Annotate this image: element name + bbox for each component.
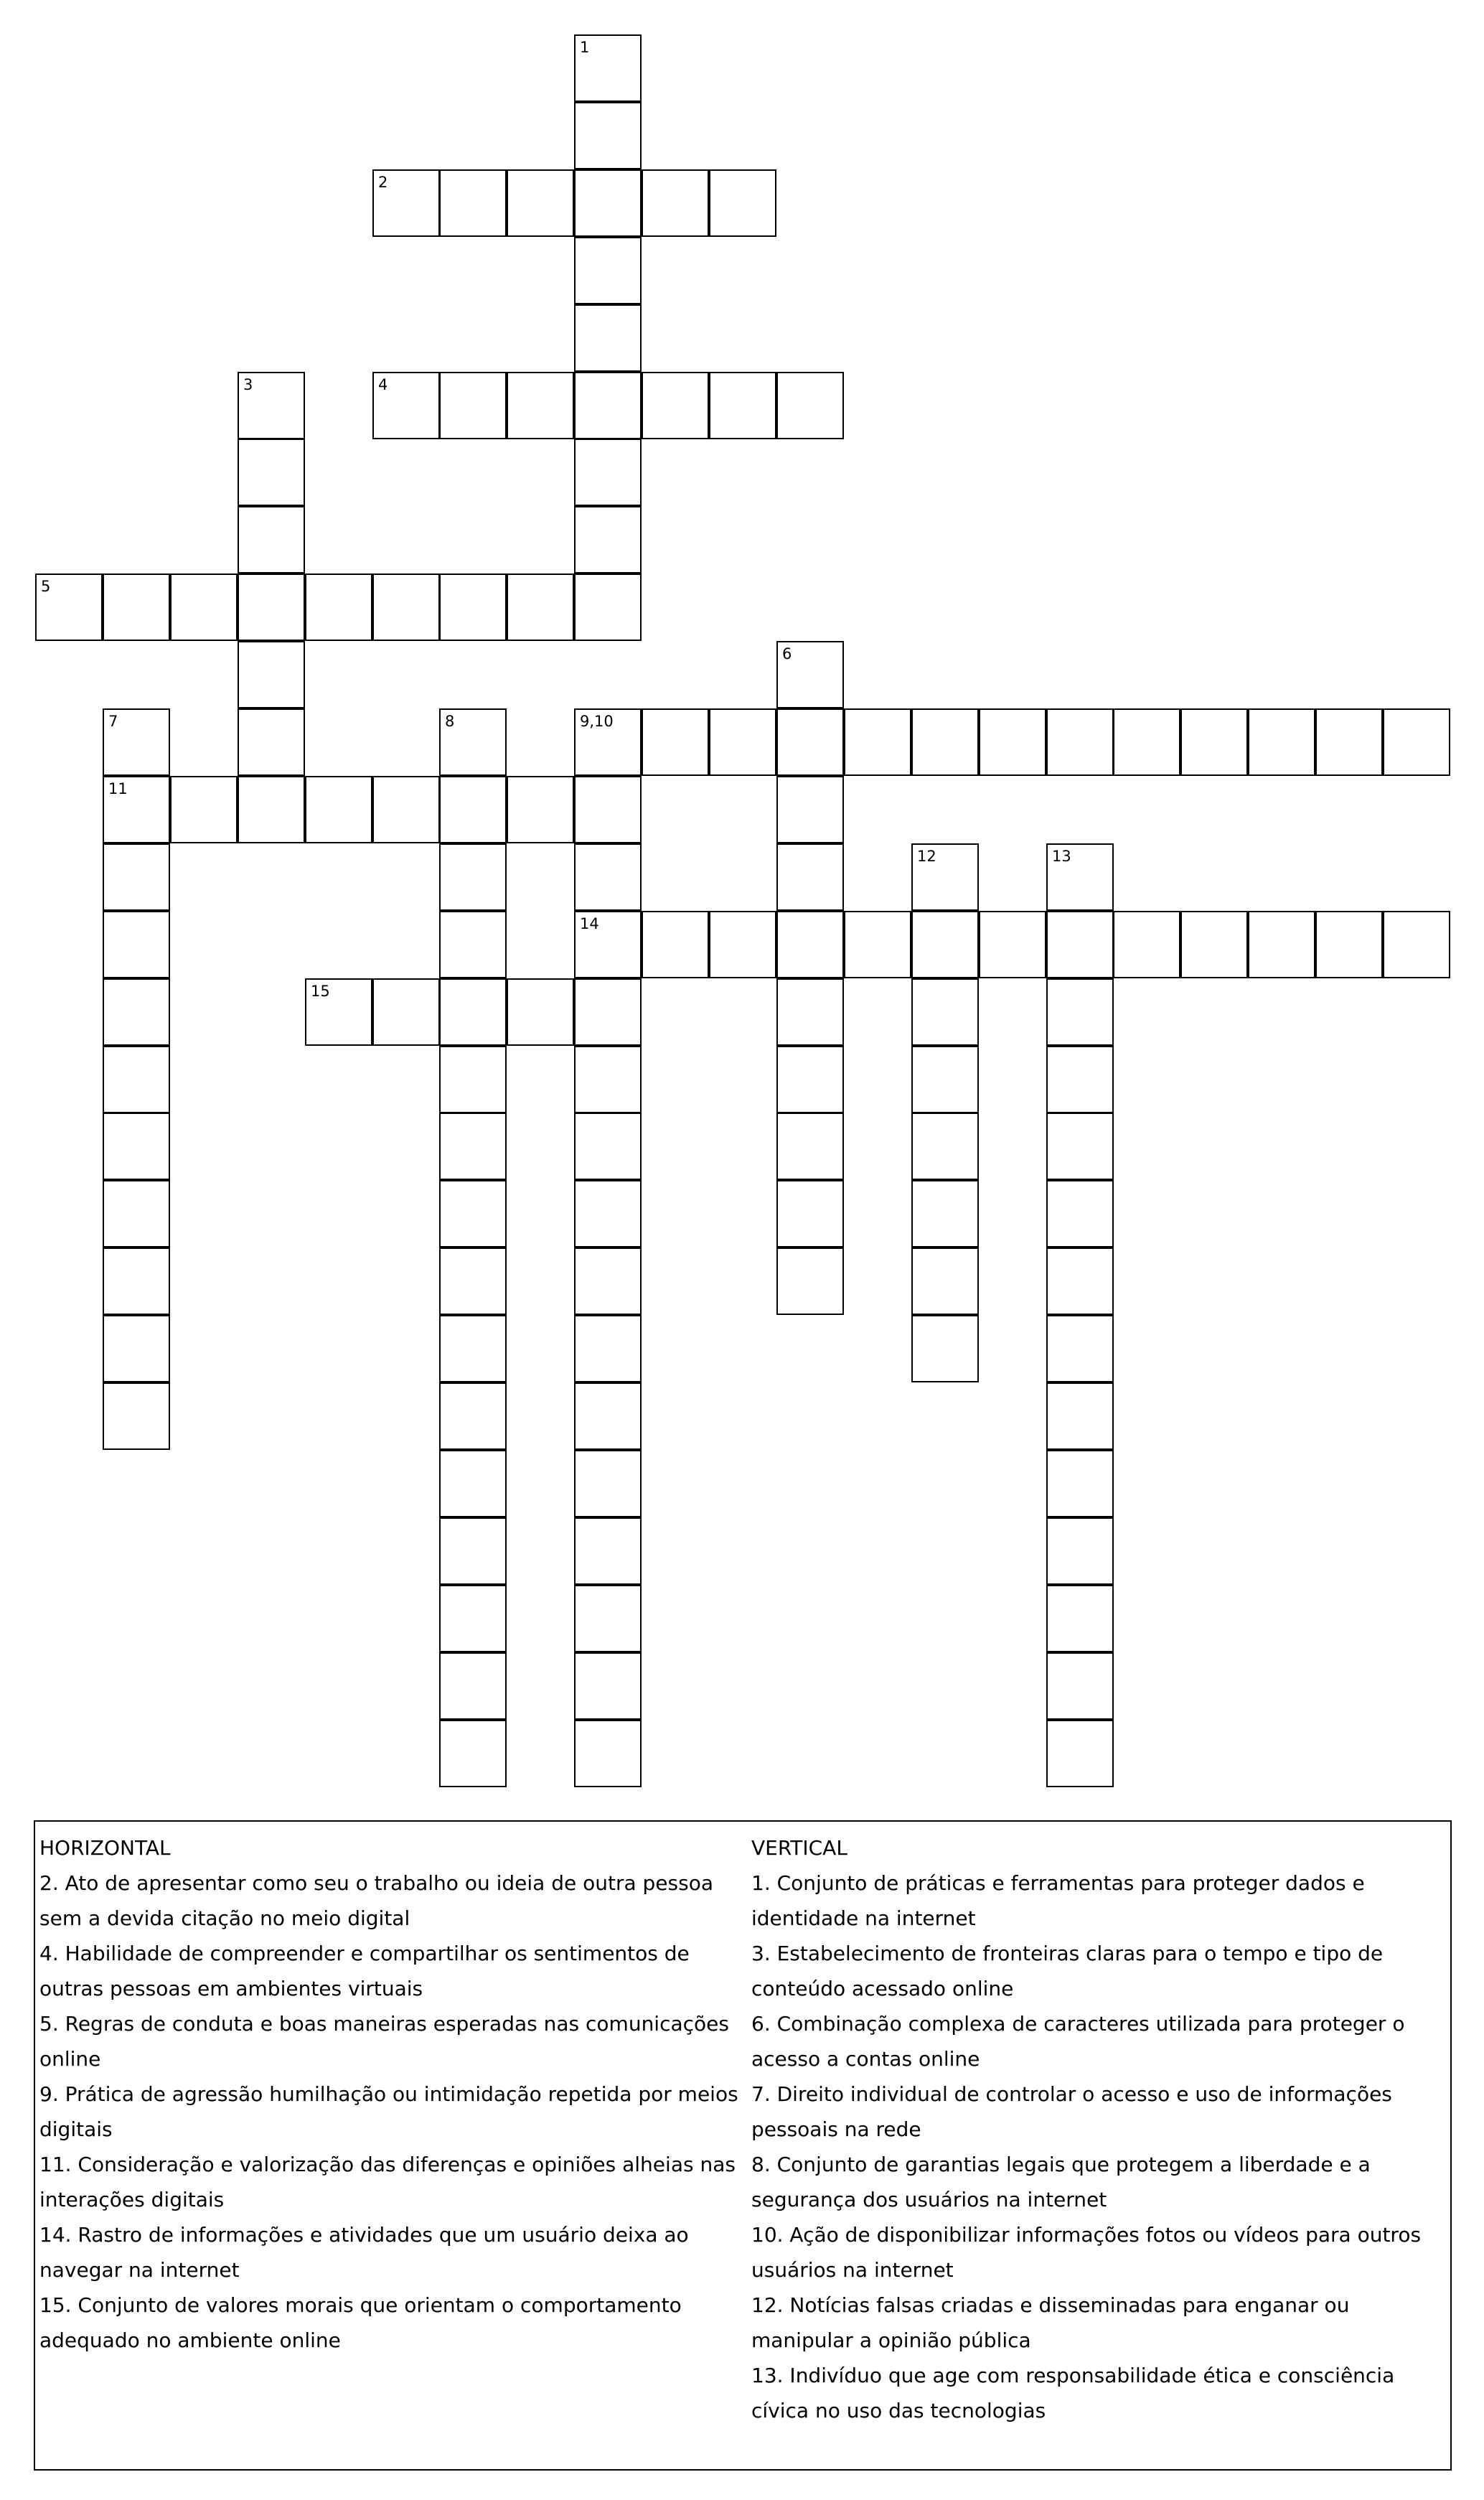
clue-v-7: 7. Direito individual de controlar o acesso e uso de informações pessoais na rede (751, 2082, 1392, 2141)
crossword-cell[interactable] (238, 439, 305, 506)
cell-number: 4 (378, 376, 388, 393)
clue-h-9: 9. Prática de agressão humilhação ou intimidação repetida por meios digitais (39, 2082, 738, 2141)
crossword-cell[interactable] (1315, 708, 1383, 776)
cell-number: 2 (378, 174, 388, 191)
crossword-cell[interactable] (1046, 1046, 1114, 1113)
clue-h-15: 15. Conjunto de valores morais que orientam o comportamento adequado no ambiente online (39, 2293, 682, 2352)
clue-h-14: 14. Rastro de informações e atividades que um usuário deixa ao navegar na internet (39, 2223, 689, 2282)
clue-h-4: 4. Habilidade de compreender e compartilhar os sentimentos de outras pessoas em ambientes virtuais (39, 1942, 690, 2000)
crossword-cell[interactable] (911, 978, 979, 1046)
crossword-cell[interactable] (574, 1517, 642, 1585)
cell-number: 15 (311, 983, 330, 1000)
vertical-clues (751, 1830, 1447, 2428)
crossword-cell[interactable] (574, 708, 642, 776)
crossword-cell[interactable] (439, 1720, 507, 1787)
crossword-cell[interactable] (35, 573, 103, 641)
crossword-cell[interactable] (979, 708, 1046, 776)
crossword-cell[interactable] (574, 304, 642, 372)
crossword-cell[interactable] (372, 978, 440, 1046)
crossword-cell[interactable] (1383, 708, 1450, 776)
crossword-cell[interactable] (1113, 708, 1180, 776)
crossword-cell[interactable] (574, 1652, 642, 1720)
crossword-cell[interactable] (574, 439, 642, 506)
crossword-cell[interactable] (372, 169, 440, 237)
crossword-cell[interactable] (103, 911, 170, 978)
crossword-cell[interactable] (439, 169, 507, 237)
crossword-cell[interactable] (372, 573, 440, 641)
crossword-cell[interactable] (507, 573, 574, 641)
crossword-cell[interactable] (170, 573, 238, 641)
crossword-cell[interactable] (642, 708, 709, 776)
cell-number: 8 (445, 713, 455, 730)
crossword-cell[interactable] (574, 573, 642, 641)
clue-v-1: 1. Conjunto de práticas e ferramentas para proteger dados e identidade na internet (751, 1871, 1365, 1930)
crossword-cell[interactable] (507, 978, 574, 1046)
crossword-cell[interactable] (1046, 1720, 1114, 1787)
cell-number: 13 (1052, 848, 1071, 865)
crossword-cell[interactable] (1113, 911, 1180, 978)
crossword-cell[interactable] (709, 372, 776, 439)
crossword-cell[interactable] (1046, 1180, 1114, 1247)
cell-number: 14 (580, 915, 599, 932)
crossword-cell[interactable] (103, 1247, 170, 1315)
crossword-cell[interactable] (574, 1450, 642, 1517)
cell-number: 5 (41, 578, 51, 595)
crossword-cell[interactable] (1180, 911, 1248, 978)
crossword-cell[interactable] (574, 1315, 642, 1382)
crossword-cell[interactable] (1046, 978, 1114, 1046)
cell-number: 12 (917, 848, 936, 865)
crossword-cell[interactable] (238, 641, 305, 708)
crossword-cell[interactable] (709, 169, 776, 237)
crossword-cell[interactable] (103, 573, 170, 641)
crossword-cell[interactable] (1046, 1517, 1114, 1585)
crossword-cell[interactable] (911, 1113, 979, 1180)
crossword-cell[interactable] (776, 1247, 844, 1315)
crossword-cell[interactable] (574, 911, 642, 978)
vertical-clues-title: VERTICAL (751, 1836, 847, 1860)
crossword-cell[interactable] (642, 372, 709, 439)
cell-number: 7 (108, 713, 118, 730)
crossword-cell[interactable] (1046, 1247, 1114, 1315)
crossword-cell[interactable] (574, 843, 642, 911)
crossword-cell[interactable] (103, 708, 170, 776)
crossword-cell[interactable] (1046, 1450, 1114, 1517)
crossword-cell[interactable] (103, 1382, 170, 1450)
crossword-cell[interactable] (776, 911, 844, 978)
crossword-cell[interactable] (574, 506, 642, 573)
crossword-cell[interactable] (1046, 1382, 1114, 1450)
crossword-cell[interactable] (709, 708, 776, 776)
cell-number: 1 (580, 39, 590, 56)
crossword-cell[interactable] (1383, 911, 1450, 978)
crossword-cell[interactable] (439, 1382, 507, 1450)
crossword-cell[interactable] (439, 372, 507, 439)
crossword-cell[interactable] (439, 776, 507, 843)
crossword-cell[interactable] (574, 1585, 642, 1652)
clue-h-5: 5. Regras de conduta e boas maneiras esperadas nas comunicações online (39, 2012, 729, 2071)
cell-number: 3 (243, 376, 253, 393)
crossword-cell[interactable] (574, 1046, 642, 1113)
crossword-cell[interactable] (103, 843, 170, 911)
clue-v-8: 8. Conjunto de garantias legais que protegem a liberdade e a segurança dos usuários na internet (751, 2153, 1371, 2211)
crossword-cell[interactable] (305, 573, 372, 641)
crossword-cell[interactable] (776, 1046, 844, 1113)
clue-v-3: 3. Estabelecimento de fronteiras claras para o tempo e tipo de conteúdo acessado online (751, 1942, 1384, 2000)
clue-v-10: 10. Ação de disponibilizar informações fotos ou vídeos para outros usuários na internet (751, 2223, 1422, 2282)
crossword-cell[interactable] (439, 1113, 507, 1180)
crossword-cell[interactable] (1046, 1315, 1114, 1382)
clues-box (34, 1820, 1452, 2471)
crossword-cell[interactable] (574, 1180, 642, 1247)
crossword-cell[interactable] (911, 843, 979, 911)
crossword-cell[interactable] (911, 911, 979, 978)
crossword-cell[interactable] (507, 169, 574, 237)
cell-number: 9,10 (580, 713, 614, 730)
crossword-cell[interactable] (507, 776, 574, 843)
crossword-cell[interactable] (238, 573, 305, 641)
crossword-cell[interactable] (439, 911, 507, 978)
crossword-cell[interactable] (776, 1180, 844, 1247)
crossword-cell[interactable] (776, 708, 844, 776)
crossword-cell[interactable] (574, 1720, 642, 1787)
horizontal-clues (39, 1830, 743, 2358)
crossword-cell[interactable] (776, 978, 844, 1046)
crossword-cell[interactable] (574, 1113, 642, 1180)
crossword-cell[interactable] (574, 102, 642, 169)
crossword-cell[interactable] (844, 911, 911, 978)
crossword-cell[interactable] (574, 372, 642, 439)
crossword-cell[interactable] (911, 1247, 979, 1315)
crossword-cell[interactable] (439, 1652, 507, 1720)
horizontal-clues-title: HORIZONTAL (39, 1836, 171, 1860)
crossword-cell[interactable] (507, 372, 574, 439)
crossword-cell[interactable] (574, 34, 642, 102)
cell-number: 6 (782, 645, 792, 663)
crossword-cell[interactable] (372, 372, 440, 439)
crossword-cell[interactable] (776, 372, 844, 439)
crossword-cell[interactable] (1046, 1113, 1114, 1180)
crossword-cell[interactable] (574, 978, 642, 1046)
crossword-cell[interactable] (911, 708, 979, 776)
crossword-cell[interactable] (439, 1247, 507, 1315)
crossword-cell[interactable] (574, 1247, 642, 1315)
crossword-cell[interactable] (103, 1315, 170, 1382)
clue-v-12: 12. Notícias falsas criadas e disseminadas para enganar ou manipular a opinião pública (751, 2293, 1350, 2352)
crossword-cell[interactable] (574, 1382, 642, 1450)
crossword-cell[interactable] (776, 843, 844, 911)
crossword-cell[interactable] (642, 911, 709, 978)
crossword-cell[interactable] (439, 573, 507, 641)
crossword-cell[interactable] (103, 1180, 170, 1247)
crossword-cell[interactable] (103, 1046, 170, 1113)
crossword-cell[interactable] (439, 708, 507, 776)
crossword-cell[interactable] (776, 1113, 844, 1180)
crossword-cell[interactable] (439, 978, 507, 1046)
crossword-cell[interactable] (642, 169, 709, 237)
crossword-cell[interactable] (574, 169, 642, 237)
crossword-cell[interactable] (372, 776, 440, 843)
crossword-cell[interactable] (305, 978, 372, 1046)
clue-h-11: 11. Consideração e valorização das diferenças e opiniões alheias nas interações digitais (39, 2153, 736, 2211)
crossword-cell[interactable] (1046, 708, 1114, 776)
crossword-cell[interactable] (1180, 708, 1248, 776)
crossword-cell[interactable] (1046, 843, 1114, 911)
crossword-cell[interactable] (103, 978, 170, 1046)
crossword-cell[interactable] (911, 1046, 979, 1113)
crossword-cell[interactable] (238, 506, 305, 573)
crossword-cell[interactable] (238, 372, 305, 439)
crossword-cell[interactable] (238, 708, 305, 776)
crossword-cell[interactable] (439, 1585, 507, 1652)
crossword-cell[interactable] (776, 641, 844, 708)
crossword-cell[interactable] (439, 1450, 507, 1517)
crossword-cell[interactable] (709, 911, 776, 978)
crossword-cell[interactable] (439, 843, 507, 911)
crossword-cell[interactable] (439, 1180, 507, 1247)
clue-h-2: 2. Ato de apresentar como seu o trabalho ou ideia de outra pessoa sem a devida citação no meio digital (39, 1871, 713, 1930)
crossword-cell[interactable] (979, 911, 1046, 978)
cell-number: 11 (108, 780, 128, 797)
crossword-cell[interactable] (1248, 708, 1315, 776)
crossword-cell[interactable] (574, 776, 642, 843)
crossword-cell[interactable] (439, 1517, 507, 1585)
crossword-cell[interactable] (1315, 911, 1383, 978)
crossword-cell[interactable] (103, 776, 170, 843)
crossword-cell[interactable] (305, 776, 372, 843)
crossword-cell[interactable] (911, 1315, 979, 1382)
crossword-cell[interactable] (170, 776, 238, 843)
crossword-cell[interactable] (574, 237, 642, 304)
crossword-cell[interactable] (776, 776, 844, 843)
clue-v-6: 6. Combinação complexa de caracteres utilizada para proteger o acesso a contas online (751, 2012, 1405, 2071)
clue-v-13: 13. Indivíduo que age com responsabilidade ética e consciência cívica no uso das tecnologias (751, 2364, 1395, 2422)
crossword-cell[interactable] (439, 1315, 507, 1382)
crossword-cell[interactable] (911, 1180, 979, 1247)
crossword-cell[interactable] (1046, 1652, 1114, 1720)
crossword-cell[interactable] (1046, 911, 1114, 978)
crossword-cell[interactable] (103, 1113, 170, 1180)
crossword-cell[interactable] (439, 1046, 507, 1113)
crossword-cell[interactable] (844, 708, 911, 776)
crossword-cell[interactable] (1046, 1585, 1114, 1652)
crossword-cell[interactable] (1248, 911, 1315, 978)
crossword-cell[interactable] (238, 776, 305, 843)
